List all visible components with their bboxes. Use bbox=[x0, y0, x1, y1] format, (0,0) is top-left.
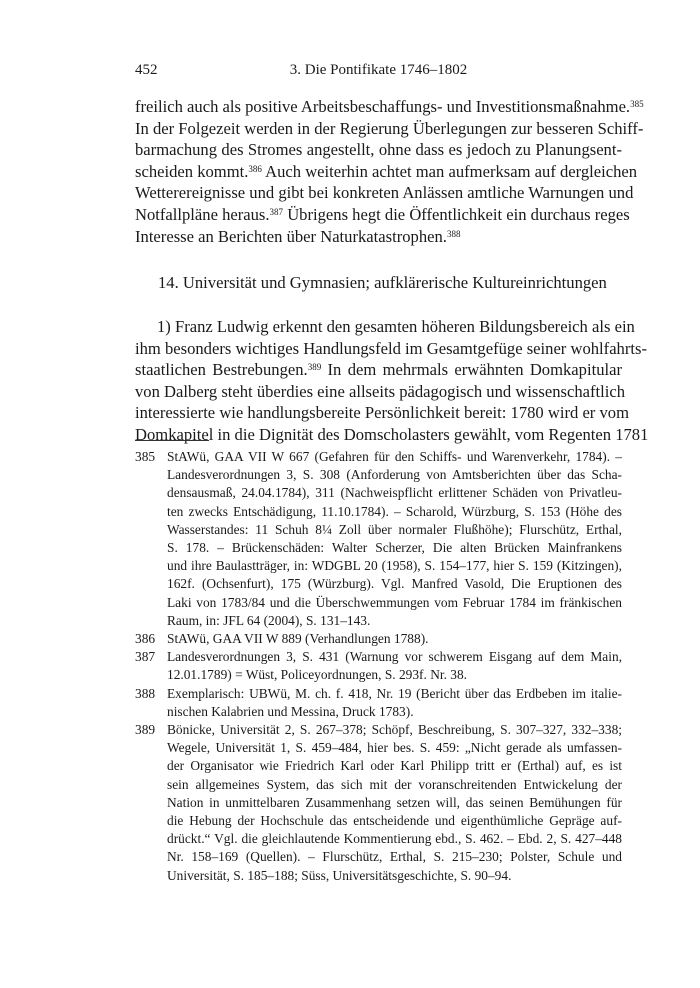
text-line: ihm besonders wichtiges Handlungsfeld im Gesamtgefüge seiner wohlfahrts- bbox=[135, 338, 647, 358]
footnote-line: und ihre Baulastträger, in: WDGBL 20 (1958), S. 154–177, hier S. 159 (Kitzingen), bbox=[167, 558, 622, 574]
footnote-line: Wegele, Universität 1, S. 459–484, hier bes. S. 459: „Nicht gerade als umfassen- bbox=[167, 740, 622, 756]
footnote-line: der Organisator wie Friedrich Karl oder Karl Philipp tritt er (Erthal) auf, es ist bbox=[167, 758, 622, 774]
footnote-389 bbox=[135, 721, 622, 885]
footnotes bbox=[135, 448, 622, 885]
footnote-line: StAWü, GAA VII W 667 (Gefahren für den Schiffs- und Warenverkehr, 1784). – bbox=[167, 449, 622, 464]
text-line: 1) Franz Ludwig erkennt den gesamten höheren Bildungsbereich als ein bbox=[157, 317, 635, 336]
footnote-line: drückt.“ Vgl. die gleichlautende Kommentierung ebd., S. 462. – Ebd. 2, S. 427–448 bbox=[167, 831, 622, 847]
footnote-line: ten zwecks Entschädigung, 11.10.1784). – Scharold, Würzburg, S. 153 (Höhe des bbox=[167, 503, 622, 519]
footnote-line: 12.01.1789) = Wüst, Policeyordnungen, S. 293f. Nr. 38. bbox=[167, 667, 468, 683]
text-line: Wetterereignisse und gibt bei konkreten Anlässen amtliche Warnungen und bbox=[135, 183, 634, 203]
footnote-number: 387 bbox=[135, 649, 156, 665]
footnote-line: Landesverordnungen 3, S. 308 (Anforderung von Amtsberichten über das Scha- bbox=[167, 467, 622, 483]
footnote-number: 385 bbox=[135, 449, 156, 464]
text-line: interessierte wie handlungsbereite Persönlichkeit bereit: 1780 wird er vom bbox=[135, 403, 629, 423]
text-line: von Dalberg steht überdies eine allseits pädagogisch und wissenschaftlich bbox=[135, 381, 626, 401]
footnote-line: densausmaß, 24.04.1784), 311 (Nachweispflicht erlittener Schäden von Privatleu- bbox=[167, 485, 622, 501]
footnote-line: StAWü, GAA VII W 889 (Verhandlungen 1788). bbox=[167, 631, 429, 647]
footnote-ref[interactable]: 387 bbox=[269, 206, 284, 217]
paragraph-natural-events bbox=[135, 96, 644, 247]
text-line: In der Folgezeit werden in der Regierung Überlegungen zur besseren Schiff- bbox=[135, 118, 644, 138]
footnote-386 bbox=[135, 630, 622, 648]
text-line: staatlichen Bestrebungen.$^{389}$ In dem mehrmals erwähnten Domkapitular bbox=[135, 360, 622, 380]
footnote-line: die Hebung der Hochschule das entscheidende und eigenthümliche Gepräge auf- bbox=[167, 813, 622, 829]
footnote-line: Nr. 158–169 (Quellen). – Flurschütz, Erthal, S. 215–230; Polster, Schule und bbox=[167, 849, 622, 865]
text-line: scheiden kommt.$^{386}$ Auch weiterhin achtet man aufmerksam auf dergleichen bbox=[135, 161, 638, 181]
footnote-line: S. 178. – Brückenschäden: Walter Scherzer, Die alten Brücken Mainfrankens bbox=[167, 540, 622, 556]
footnote-separator bbox=[135, 440, 209, 441]
footnote-ref[interactable]: 389 bbox=[307, 362, 322, 373]
footnote-line: Exemplarisch: UBWü, M. ch. f. 418, Nr. 19 (Bericht über das Erdbeben im italie- bbox=[167, 685, 622, 701]
page-number: 452 bbox=[135, 62, 158, 78]
footnote-line: sein allgemeines System, das sich mit der voranschreitenden Entwickelung der bbox=[167, 776, 622, 792]
text-line: barmachung des Stromes angestellt, ohne dass es jedoch zu Planungsent- bbox=[135, 140, 622, 160]
text-line: Domkapitel in die Dignität des Domscholasters gewählt, vom Regenten 1781 bbox=[135, 424, 649, 444]
footnote-ref[interactable]: 386 bbox=[248, 163, 262, 174]
footnote-line: Nation in unmittelbaren Zusammenhang setzen will, das seinen Bemühungen für bbox=[167, 794, 622, 810]
footnote-line: Bönicke, Universität 2, S. 267–378; Schöpf, Beschreibung, S. 307–327, 332–338; bbox=[167, 722, 622, 738]
footnote-ref[interactable]: 385 bbox=[630, 99, 644, 109]
footnote-line: Laki von 1783/84 und die Überschwemmungen vom Februar 1784 im fränkischen bbox=[167, 594, 622, 610]
footnote-387 bbox=[135, 648, 622, 684]
footnote-385 bbox=[135, 448, 622, 630]
footnote-line: Wasserstandes: 11 Schuh 8¼ Zoll über normaler Flußhöhe); Flurschütz, Erthal, bbox=[167, 521, 622, 537]
footnote-ref[interactable]: 388 bbox=[446, 228, 461, 239]
footnote-388 bbox=[135, 685, 622, 721]
footnote-line: Raum, in: JFL 64 (2004), S. 131–143. bbox=[167, 612, 371, 628]
footnote-line: nischen Kalabrien und Messina, Druck 1783). bbox=[167, 703, 414, 719]
text-line: Notfallpläne heraus.$^{387}$ Übrigens hegt die Öffentlichkeit ein durchaus reges bbox=[135, 204, 630, 224]
footnote-number: 386 bbox=[135, 631, 156, 647]
running-head: 3. Die Pontifikate 1746–1802 bbox=[289, 62, 468, 78]
text-line: freilich auch als positive Arbeitsbeschaffungs- und Investitionsmaßnahme.$^{385}$ bbox=[135, 97, 644, 116]
paragraph-education bbox=[135, 316, 649, 446]
footnote-line: Landesverordnungen 3, S. 431 (Warnung vor schwerem Eisgang auf dem Main, bbox=[167, 649, 622, 665]
section-heading: 14. Universität und Gymnasien; aufklärerische Kultureinrichtungen bbox=[158, 273, 607, 292]
footnote-number: 388 bbox=[135, 685, 156, 701]
footnote-line: Universität, S. 185–188; Süss, Universitätsgeschichte, S. 90–94. bbox=[167, 867, 512, 883]
footnote-line: 162f. (Ochsenfurt), 175 (Würzburg). Vgl. Manfred Vasold, Die Eruptionen des bbox=[167, 576, 622, 592]
footnote-number: 389 bbox=[135, 722, 156, 738]
page-header bbox=[135, 62, 622, 82]
text-line: Interesse an Berichten über Naturkatastrophen.$^{388}$ bbox=[135, 226, 461, 246]
